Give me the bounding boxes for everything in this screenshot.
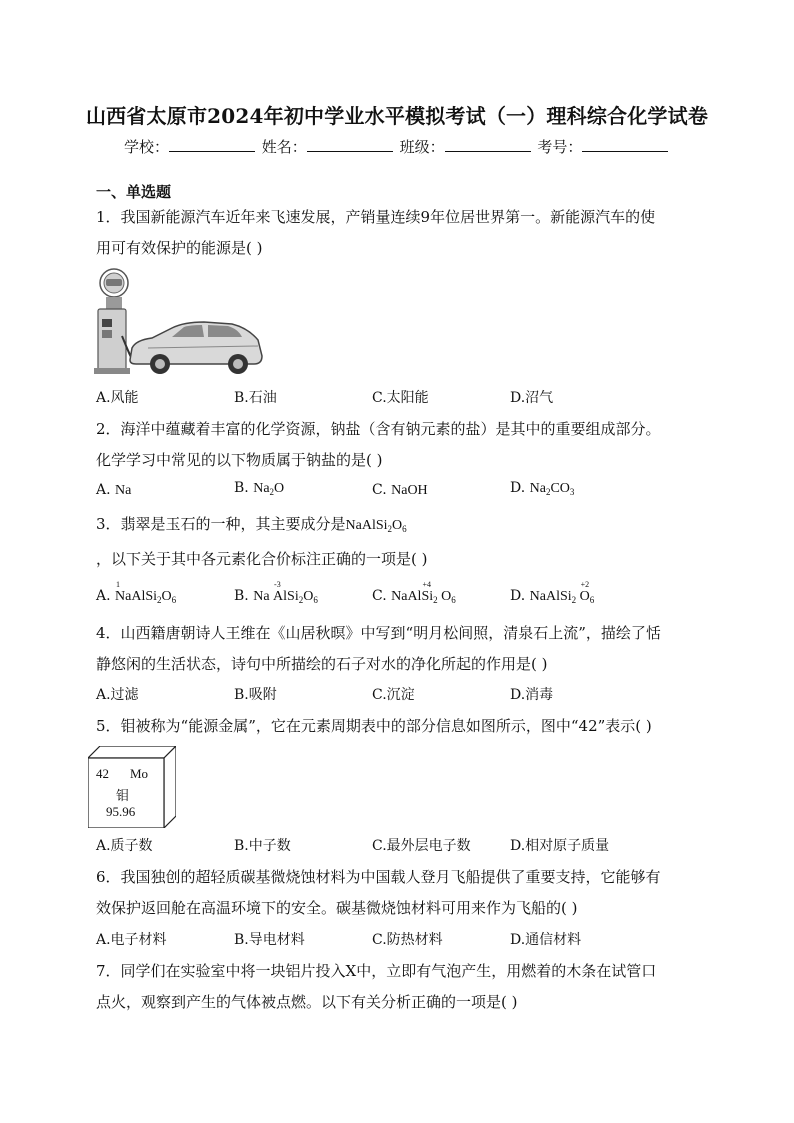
q6-line-1: 6．我国独创的超轻质碳基微烧蚀材料为中国载人登月飞船提供了重要支持，它能够有 <box>96 868 661 886</box>
q2-option-b[interactable]: B. $Na_2O$ <box>234 480 285 497</box>
q3-option-d[interactable]: D. NaAlSi$_2$ O +2 $_6$ <box>510 580 595 605</box>
q1-option-b[interactable]: B.石油 <box>234 390 277 406</box>
q2-option-a[interactable]: A. Na <box>96 482 132 498</box>
molybdenum-element-card <box>88 746 176 818</box>
name-label: 姓名： <box>261 138 307 156</box>
jadeite-formula: $NaAlSi_2O_6$ <box>345 518 407 534</box>
class-label: 班级： <box>399 138 445 156</box>
q6-option-d[interactable]: D.通信材料 <box>510 932 582 948</box>
q5-option-b[interactable]: B.中子数 <box>234 838 291 854</box>
q5-option-c[interactable]: C.最外层电子数 <box>372 838 471 854</box>
q7-line-2: 点火，观察到产生的气体被点燃。以下有关分析正确的一项是( ) <box>96 993 518 1011</box>
q6-option-c[interactable]: C.防热材料 <box>372 932 443 948</box>
q5-line-1: 5．钼被称为“能源金属”，它在元素周期表中的部分信息如图所示，图中“42”表示( ) <box>96 717 652 735</box>
q1-option-c[interactable]: C.太阳能 <box>372 390 429 406</box>
q6-line-2: 效保护返回舱在高温环境下的安全。碳基微烧蚀材料可用来作为飞船的( ) <box>96 899 578 917</box>
q4-option-d[interactable]: D.消毒 <box>510 687 554 703</box>
school-blank <box>169 137 255 152</box>
q4-line-1: 4．山西籍唐朝诗人王维在《山居秋暝》中写到“明月松间照，清泉石上流”，描绘了恬 <box>96 624 661 642</box>
name-blank <box>307 137 393 152</box>
q1-option-d[interactable]: D.沼气 <box>510 390 554 406</box>
q1-option-a[interactable]: A.风能 <box>96 390 139 406</box>
q3-line-2: ，以下关于其中各元素化合价标注正确的一项是( ) <box>96 550 428 568</box>
exam-number-label: 考号： <box>537 138 583 156</box>
q3-option-c[interactable]: C. NaAlSi +4 $_2$ $O_6$ <box>372 580 456 605</box>
section-heading: 一、单选题 <box>96 183 172 201</box>
element-symbol: Mo <box>130 766 149 781</box>
atomic-number: 42 <box>96 766 109 781</box>
school-label: 学校： <box>124 138 170 156</box>
q3-line-1: 3．翡翠是玉石的一种，其主要成分是$NaAlSi_2O_6$ <box>96 515 407 534</box>
q2-option-d[interactable]: D. $Na_2CO_3$ <box>510 480 575 497</box>
q2-line-2: 化学学习中常见的以下物质属于钠盐的是( ) <box>96 451 383 469</box>
q3-option-b[interactable]: B. Na Al -3 $Si_2O_6$ <box>234 580 318 605</box>
q2-option-c[interactable]: C. NaOH <box>372 482 428 498</box>
q4-option-b[interactable]: B.吸附 <box>234 687 277 703</box>
q1-line-2: 用可有效保护的能源是( ) <box>96 239 263 257</box>
q6-option-a[interactable]: A.电子材料 <box>96 932 167 948</box>
q5-option-d[interactable]: D.相对原子质量 <box>510 838 610 854</box>
q4-option-a[interactable]: A.过滤 <box>96 687 139 703</box>
q2-line-1: 2．海洋中蕴藏着丰富的化学资源，钠盐（含有钠元素的盐）是其中的重要组成部分。 <box>96 420 661 438</box>
q4-option-c[interactable]: C.沉淀 <box>372 687 415 703</box>
q3-option-a[interactable]: A. N 1 $aAlSi_2O_6$ <box>96 580 177 605</box>
exam-title: 山西省太原市2024年初中学业水平模拟考试（一）理科综合化学试卷 <box>85 104 709 128</box>
student-info-line <box>124 136 670 157</box>
q4-line-2: 静悠闲的生活状态，诗句中所描绘的石子对水的净化所起的作用是( ) <box>96 655 548 673</box>
q5-option-a[interactable]: A.质子数 <box>96 838 153 854</box>
exam-number-blank <box>582 137 668 152</box>
element-name: 钼 <box>116 788 130 803</box>
class-blank <box>445 137 531 152</box>
q1-line-1: 1．我国新能源汽车近年来飞速发展，产销量连续9年位居世界第一。新能源汽车的使 <box>96 208 656 226</box>
ev-charging-illustration <box>92 264 266 378</box>
atomic-mass: 95.96 <box>106 804 136 819</box>
q6-option-b[interactable]: B.导电材料 <box>234 932 305 948</box>
q7-line-1: 7．同学们在实验室中将一块铝片投入X中，立即有气泡产生，用燃着的木条在试管口 <box>96 962 657 980</box>
